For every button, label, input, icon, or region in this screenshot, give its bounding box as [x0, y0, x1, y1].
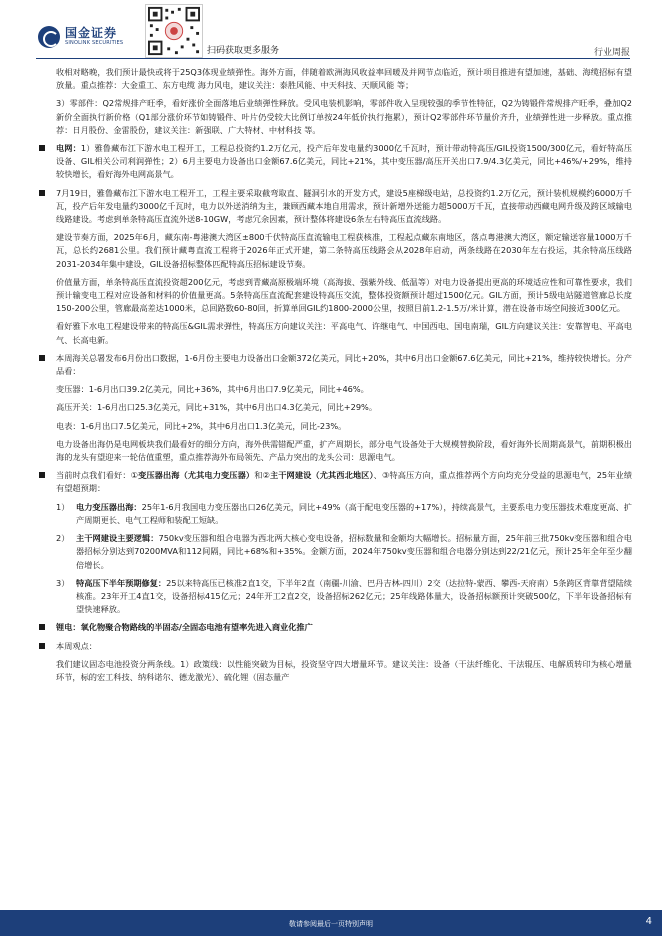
paragraph-value: 价值量方面，单条特高压直流投资超200亿元，考虑到青藏高原极端环境（高海拔、强紫外线、低温等）对电力设备提出更高的环境适应性和可靠性要求，我们预计输变电工程对应设备和材料的价值量更高。5条特高压直流配套建设特高压交流，整体投资额预计超过1500亿元。GIL方面，预计5级电站隧道管廊总长度150-200公里，管廊最高差达1000米，总回路数60-80回，折算单回GIL约1800-2000公里，按照目前1.2-1.5万/米计算，潜在设备市场空间接近300亿元。 [56, 276, 632, 314]
section-title-lithium: 锂电：氧化物聚合物路线的半固态/全固态电池有望率先进入商业化推广 [56, 622, 313, 633]
current-view-intro: 当前时点我们看好：① [56, 470, 139, 481]
highlight-backbone-grid: 主干网建设（尤其西北地区） [269, 470, 374, 481]
bullet-square-icon [39, 624, 45, 630]
sub-item-label: 特高压下半年预期修复： [76, 577, 167, 588]
logo-name-en: SINOLINK SECURITIES [65, 40, 124, 46]
bullet-grid [38, 142, 632, 182]
logo-name-cn: 国金证券 [65, 26, 118, 40]
highlight-transformer-export: 变压器出海（尤其电力变压器） [138, 470, 255, 481]
sub-item-number: 2） [56, 533, 70, 544]
page-number: 4 [645, 916, 652, 927]
current-view-and: 和② [254, 470, 270, 481]
export-meter: 电表：1-6月出口7.5亿美元，同比+2%，其中6月出口1.3亿美元，同比-23%。 [56, 420, 347, 431]
disclaimer-text: 敬请参阅最后一页特别声明 [289, 920, 373, 928]
bullet-lithium-title [38, 621, 632, 634]
bullet-square-icon [39, 472, 45, 478]
paragraph-construction-pace: 建设节奏方面，2025年6月，藏东南-粤港澳大湾区±800千伏特高压直流输电工程获核准，工程起点藏东南地区，落点粤港澳大湾区，额定输送容量1000万千瓦，总长约2681公里。我们预计藏粤直流工程将于2026年正式开建，第二条特高压线路会从2028年启动，两条线路在2030年左右投运，其余特高压线路2031-2034年集中建设，GIL设备招标整体匹配特高压招标建设节奏。 [56, 232, 632, 269]
sub-item-text: 25年1-6月我国电力变压器出口26亿美元，同比+49%（高于配电变压器的+17%），持续高景气，主要系电力变压器技术难度更高、扩产周期更长、电气工程师和装配工短缺。 [76, 501, 632, 525]
sub-item-text: 750kv变压器和组合电器为西北两大核心变电设备，招标数量和金额均大幅增长。招标量方面，25年前三批750kv变压器和组合电器招标分别达到70200MVA和112间隔，同比+68%和+35%。金额方面，2024年750kv变压器和组合电器分别达到22/21亿元，预计25年全年至少翻倍增长。 [76, 533, 632, 570]
paragraph-recommendation-uhv: 看好雅下水电工程建设带来的特高压&GIL需求弹性，特高压方向建议关注：平高电气、许继电气、中国西电、国电南瑞，GIL方向建议关注：安靠智电、平高电气、长高电新。 [56, 321, 632, 345]
weekly-view-label: 本周观点： [56, 640, 97, 651]
export-data-text: 本周海关总署发布6月份出口数据，1-6月份主要电力设备出口金额372亿美元，同比+20%，其中6月出口金额67.6亿美元，同比+21%，维持较快增长。分产品看： [56, 352, 632, 377]
bullet-square-icon [39, 355, 45, 361]
hydro-project-text: 7月19日，雅鲁藏布江下游水电工程开工，工程主要采取截弯取直、隧洞引水的开发方式，建设5座梯级电站，总投资约1.2万亿元，预计装机规模约6000万千瓦，投产后年发电量约3000亿千瓦时，电力以外送消纳为主，兼顾西藏本地自用需求，预计新增外送能力超5000万千瓦，直接带动西藏电网升级及跨区域输电线路建设。考虑到单条特高压直流外送8-10GW，考虑冗余因素，预计整体将建设6条左右特高压直流线路。 [56, 187, 632, 225]
bullet-export-data [38, 352, 632, 378]
export-transformer: 变压器：1-6月出口39.2亿美元，同比+36%，其中6月出口7.9亿美元，同比+46%。 [56, 384, 369, 395]
sub-item-uhv [38, 577, 632, 617]
bullet-weekly-view [38, 640, 632, 653]
bullet-hydro-project [38, 187, 632, 227]
sub-item-text: 25以来特高压已核准2直1交，下半年2直（南疆-川渝、巴丹吉林-四川）2交（达拉特-蒙西、攀西-天府南）5条跨区背靠背望陆续核准。23年开工4直1交，设备招标415亿元；24年开工2直2交，设备招标262亿元；25年线路体量大，设备招标额预计突破500亿，下半年设备招标有望快速释放。 [76, 577, 632, 615]
sub-item-label: 主干网建设主要逻辑： [76, 533, 159, 544]
bullet-square-icon [39, 190, 45, 196]
sub-item-number: 1） [56, 501, 70, 512]
company-logo [38, 26, 123, 48]
paragraph-overseas: 电力设备出海仍是电网板块我们最看好的细分方向，海外供需错配严重，扩产周期长，部分电气设备处于大规模替换阶段，看好海外长周期高景气，前期积极出海的龙头有望迎来一轮估值重塑，重点推荐海外布局领先、产品力突出的龙头公司：思源电气。 [56, 438, 632, 463]
page-footer [0, 910, 662, 936]
header-divider [36, 58, 630, 59]
bullet-square-icon [39, 145, 45, 151]
report-body [38, 66, 632, 689]
page-header [0, 0, 662, 62]
bullet-square-icon [39, 643, 45, 649]
logo-icon [38, 26, 60, 48]
grid-summary: 1）雅鲁藏布江下游水电工程开工，工程总投资约1.2万亿元，投产后年发电量约3000亿千瓦时，预计带动特高压/GIL投资1500/300亿元，看好特高压设备、GIL相关公司利润弹性；2）6月主要电力设备出口金额67.6亿美元，同比+21%，其中变压器/高压开关出口7.9/4.3亿美元，同比+46%/+29%，维持较快增长，看好海外电网高景气。 [56, 143, 632, 180]
sub-item-transformer [38, 501, 632, 527]
sub-item-label: 电力变压器出海： [76, 501, 142, 512]
paragraph-offshore-wind: 收相对略晚，我们预计最快或将于25Q3体现业绩弹性。海外方面，伴随着欧洲海风收益率回暖及并网节点临近，预计项目推进有望加速，基础、海缆招标有望放量。重点推荐：大金重工、东方电缆 海力风电，建议关注：泰胜风能、中天科技、天顺风能 等； [56, 67, 632, 91]
sub-item-number: 3） [56, 577, 70, 588]
paragraph-components: 3）零部件：Q2常规排产旺季，看好涨价全面落地后业绩弹性释放。受风电装机影响，零部件收入呈现较强的季节性特征，Q2为铸锻件常规排产旺季，叠加Q2新价全面执行新价格（Q1部分涨价环节如铸锻件、叶片仍受较大比例订单按24年低价执行拖累），预计Q2零部件环节量价齐升，业绩弹性进一步释放。重点推荐：日月股份、金雷股份，建议关注：新强联、广大特材、中材科技 等。 [56, 98, 632, 135]
bullet-current-view [38, 469, 632, 495]
current-view-rest: 、③特高压方向，重点推荐两个方向均充分受益的思源电气，25年业绩有望超预期： [56, 470, 633, 494]
export-hv-switch: 高压开关：1-6月出口25.3亿美元，同比+31%，其中6月出口4.3亿美元，同比+29%。 [56, 402, 378, 413]
qr-code-icon [145, 4, 203, 58]
report-type-label: 行业周报 [593, 48, 630, 58]
section-label-grid: 电网： [56, 143, 81, 154]
scan-prompt: 扫码获取更多服务 [207, 46, 280, 56]
sub-item-backbone [38, 532, 632, 572]
paragraph-solid-state: 我们建议固态电池投资分两条线。1）政策线：以性能突破为目标，投资坚守四大增量环节。建议关注：设备（干法纤维化、干法辊压、电解质转印为核心增量环节，标的宏工科技、纳科诺尔、德龙激光）、硫化锂（固态量产 [56, 658, 632, 682]
